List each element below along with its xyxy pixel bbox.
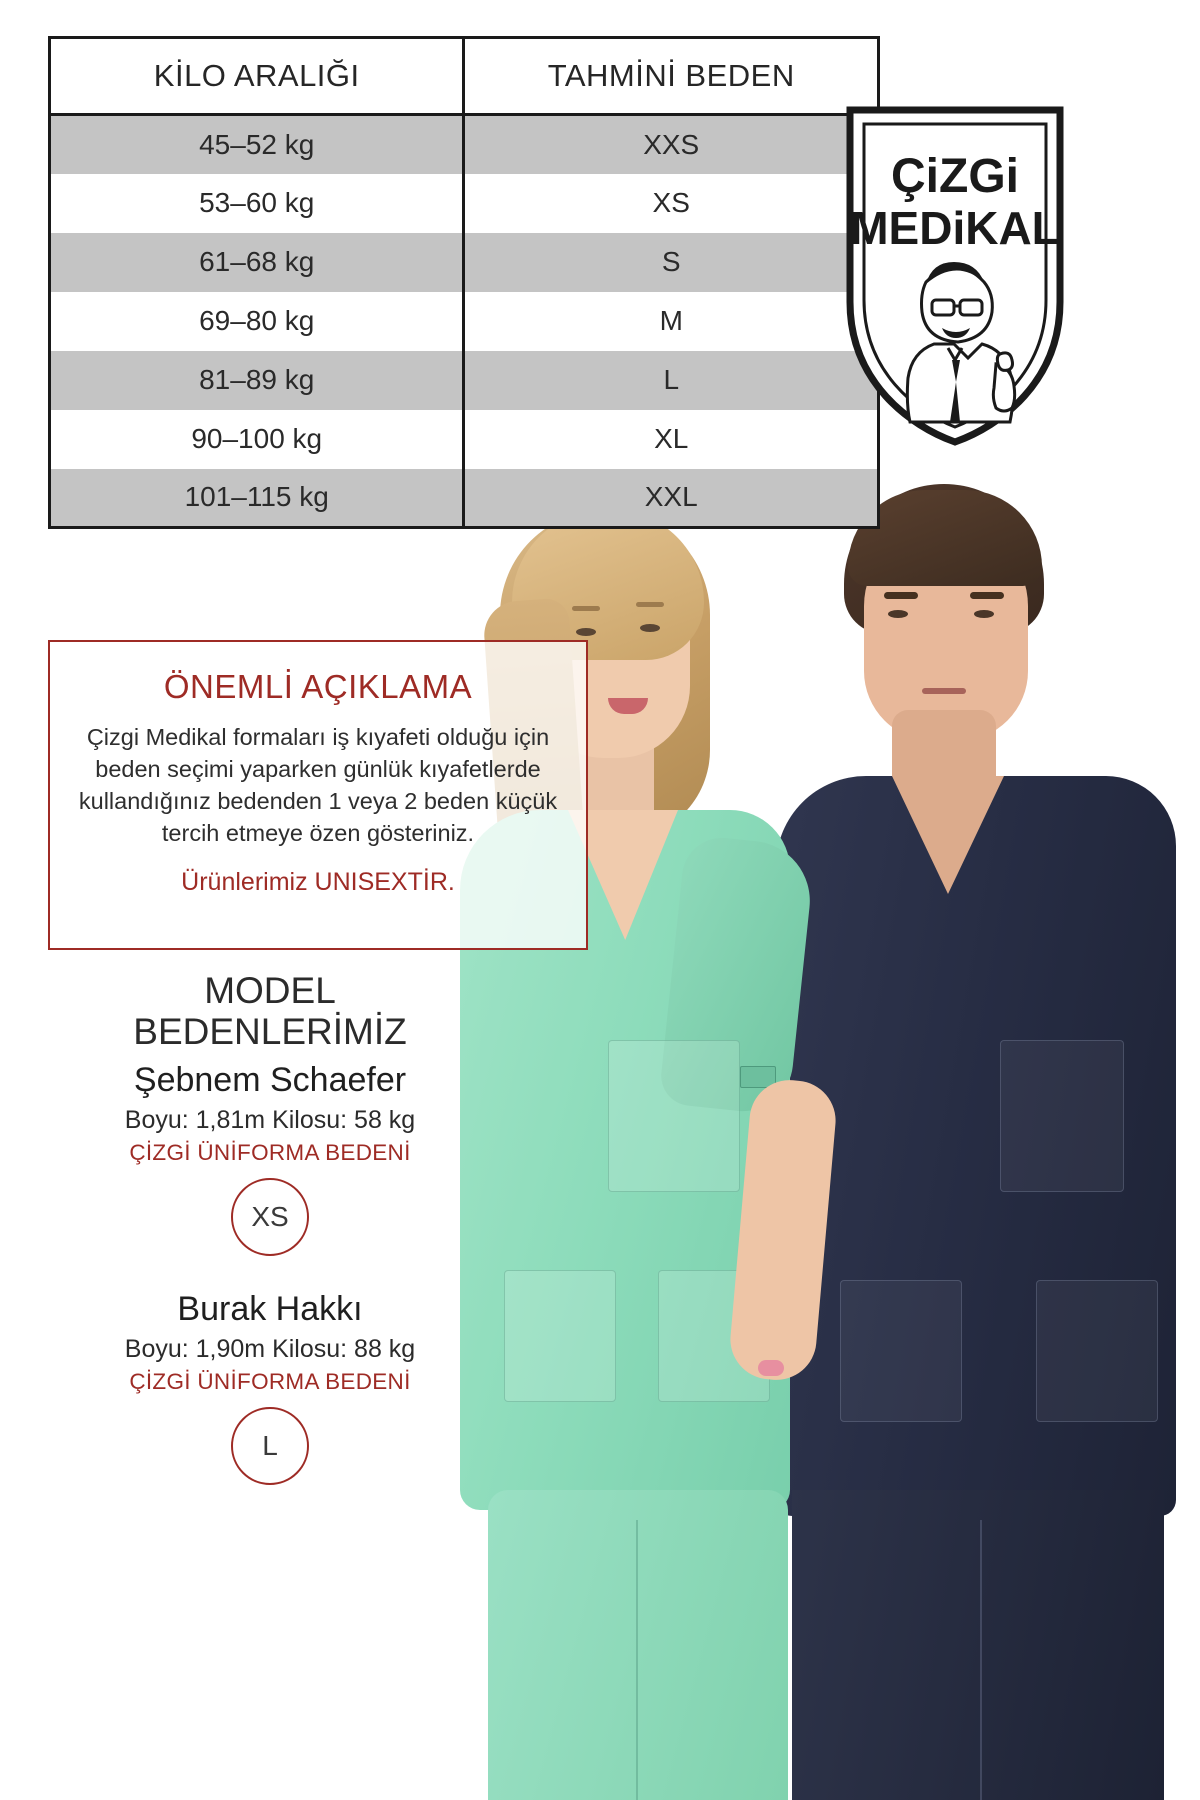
female-eye-right [640,624,660,632]
shield-badge-icon [830,96,1080,452]
cell-weight: 69–80 kg [50,292,464,351]
cell-weight: 90–100 kg [50,410,464,469]
table-row [50,115,879,174]
note-unisex: Ürünlerimiz UNISEXTİR. [181,867,455,896]
cell-weight: 61–68 kg [50,233,464,292]
table-body [50,115,879,528]
male-pants-seam [980,1520,982,1800]
cell-size: XXL [464,469,879,528]
male-side-pocket-right [1036,1280,1158,1422]
female-pants-seam [636,1520,638,1800]
model-entry-1 [40,1061,500,1256]
female-eye-left [576,628,596,636]
table-row [50,469,879,528]
cell-size: XS [464,174,879,233]
logo-text-line2: MEDiKAL [850,202,1060,254]
male-chest-pocket [1000,1040,1124,1192]
model-entry-2 [40,1290,500,1485]
cell-weight: 53–60 kg [50,174,464,233]
male-mouth [922,688,966,694]
column-header-weight: KİLO ARALIĞI [50,38,464,115]
model-size-label: ÇİZGİ ÜNİFORMA BEDENİ [129,1368,411,1394]
table-row [50,410,879,469]
female-hand [758,1360,784,1376]
cell-size: S [464,233,879,292]
model-name: Şebnem Schaefer [133,1060,407,1099]
male-brow-right [970,592,1004,599]
cell-size: XL [464,410,879,469]
cell-weight: 101–115 kg [50,469,464,528]
note-body: Çizgi Medikal formaları iş kıyafeti olduğu için beden seçimi yaparken günlük kıyafetlerde kullandığınız bedenden 1 veya 2 beden küçük tercih etmeye özen gösteriniz. [78,724,558,846]
male-eye-left [888,610,908,618]
important-note-box [48,640,588,950]
logo-text-line1: ÇiZGi [891,150,1019,203]
table-row [50,174,879,233]
female-brow-left [572,606,600,611]
female-brow-right [636,602,664,607]
brand-logo [830,96,1080,452]
cell-weight: 45–52 kg [50,115,464,174]
model-size-label: ÇİZGİ ÜNİFORMA BEDENİ [129,1139,411,1165]
table-row [50,292,879,351]
cell-size: XXS [464,115,879,174]
male-side-pocket-left [840,1280,962,1422]
male-eye-right [974,610,994,618]
female-chest-pocket [608,1040,740,1192]
table-header-row [50,38,879,115]
female-scrub-pants [488,1490,788,1800]
models-title-line1: MODEL [204,970,336,1011]
note-title: ÖNEMLİ AÇIKLAMA [163,668,473,705]
cell-weight: 81–89 kg [50,351,464,410]
model-size-badge: XS [231,1178,309,1256]
size-chart-table [48,36,880,529]
model-sizes-section [40,970,500,1485]
table-row [50,233,879,292]
cell-size: L [464,351,879,410]
male-scrub-pants [792,1490,1164,1800]
model-measurements: Boyu: 1,90m Kilosu: 88 kg [124,1334,416,1363]
model-size-badge: L [231,1407,309,1485]
models-title-line2: BEDENLERİMİZ [133,1011,407,1053]
column-header-size: TAHMİNİ BEDEN [547,58,795,93]
table-row [50,351,879,410]
model-name: Burak Hakkı [177,1289,363,1328]
female-side-pocket-left [504,1270,616,1402]
cell-size: M [464,292,879,351]
male-brow-left [884,592,918,599]
model-measurements: Boyu: 1,81m Kilosu: 58 kg [124,1105,416,1134]
